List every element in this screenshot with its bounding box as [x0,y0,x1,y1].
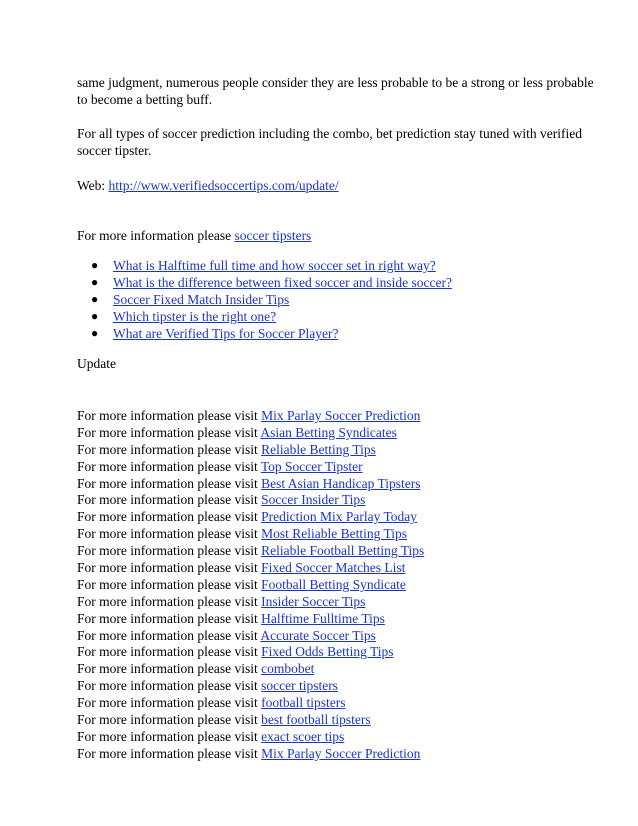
bullet-icon: ● [91,292,99,306]
visit-link[interactable]: Reliable Betting Tips [261,441,376,457]
visit-prefix: For more information please visit [77,728,262,744]
visit-row [77,424,597,441]
bullet-icon: ● [91,275,99,289]
visit-link[interactable]: Insider Soccer Tips [261,593,366,609]
visit-row [77,441,597,458]
visit-row [77,694,597,711]
list-item [77,325,597,342]
visit-prefix: For more information please visit [77,695,262,711]
bullet-icon: ● [91,326,99,340]
web-link[interactable]: http://www.verifiedsoccertips.com/update/ [108,178,339,193]
intro-paragraph-1: same judgment, numerous people consider they are less probable to be a strong or less probable to become a betting buff. [77,75,594,107]
tip-link[interactable]: Which tipster is the right one? [113,309,277,324]
visit-row [77,525,597,542]
visit-link[interactable]: Best Asian Handicap Tipsters [261,475,421,491]
tips-list [77,257,597,342]
visit-link[interactable]: best football tipsters [261,712,371,728]
more-info-prefix: For more information please [77,228,235,243]
soccer-tipsters-link[interactable]: soccer tipsters [234,228,312,243]
tip-link[interactable]: Soccer Fixed Match Insider Tips [113,292,290,307]
visit-link[interactable]: Mix Parlay Soccer Prediction [261,408,421,423]
visit-row [77,711,597,728]
visit-prefix: For more information please visit [77,509,262,525]
visit-row [77,458,597,475]
visit-link[interactable]: exact scoer tips [261,728,345,744]
visit-row [77,559,597,576]
visit-link[interactable]: Accurate Soccer Tips [260,627,376,643]
visit-row [77,627,597,644]
visit-prefix: For more information please visit [77,593,262,609]
list-item [77,308,597,325]
visit-link[interactable]: soccer tipsters [261,678,338,694]
visit-link[interactable]: Asian Betting Syndicates [260,424,397,440]
visit-prefix: For more information please visit [77,543,262,559]
visit-prefix: For more information please visit [77,475,262,491]
visit-prefix: For more information please visit [77,610,262,626]
visit-link[interactable]: Fixed Odds Betting Tips [261,644,394,660]
visit-row [77,576,597,593]
visit-link[interactable]: Prediction Mix Parlay Today [261,509,418,525]
visit-link[interactable]: Football Betting Syndicate [261,576,406,592]
visit-link[interactable]: combobet [261,661,315,677]
visit-prefix: For more information please visit [77,560,262,576]
visit-row [77,475,597,492]
intro-paragraph-2: For all types of soccer prediction including the combo, bet prediction stay tuned with verified soccer tipster. [77,126,582,158]
visit-list [77,407,597,762]
visit-row [77,745,597,762]
visit-link[interactable]: Most Reliable Betting Tips [261,526,407,542]
visit-row [77,728,597,745]
visit-link[interactable]: Top Soccer Tipster [260,458,363,474]
visit-row [77,610,597,627]
visit-link[interactable]: Mix Parlay Soccer Prediction [261,745,421,761]
web-label: Web: [77,178,109,193]
visit-row [77,508,597,525]
list-item [77,274,597,291]
visit-row [77,660,597,677]
more-info-line [77,227,597,244]
tip-link[interactable]: What is Halftime full time and how soccer set in right way? [113,258,436,273]
visit-prefix: For more information please visit [77,678,262,694]
web-line [77,177,597,194]
visit-link[interactable]: football tipsters [261,695,346,711]
list-item [77,291,597,308]
visit-row [77,677,597,694]
visit-prefix: For more information please visit [77,458,261,474]
visit-prefix: For more information please visit [77,627,261,643]
bullet-icon: ● [91,258,99,272]
visit-row [77,407,597,424]
visit-row [77,491,597,508]
visit-prefix: For more information please visit [77,492,262,508]
visit-row [77,593,597,610]
visit-prefix: For more information please visit [77,661,262,677]
visit-row [77,643,597,660]
visit-link[interactable]: Halftime Fulltime Tips [261,610,385,626]
document-page [77,74,597,762]
visit-prefix: For more information please visit [77,408,262,423]
visit-prefix: For more information please visit [77,745,262,761]
visit-prefix: For more information please visit [77,644,262,660]
tip-link[interactable]: What are Verified Tips for Soccer Player? [113,326,339,341]
visit-prefix: For more information please visit [77,441,262,457]
list-item [77,257,597,274]
bullet-icon: ● [91,309,99,323]
visit-prefix: For more information please visit [77,526,262,542]
visit-prefix: For more information please visit [77,576,262,592]
visit-link[interactable]: Soccer Insider Tips [261,492,366,508]
visit-link[interactable]: Reliable Football Betting Tips [261,543,425,559]
tip-link[interactable]: What is the difference between fixed soccer and inside soccer? [113,275,452,290]
update-heading: Update [77,356,116,371]
visit-row [77,542,597,559]
visit-prefix: For more information please visit [77,712,262,728]
visit-prefix: For more information please visit [77,424,261,440]
visit-link[interactable]: Fixed Soccer Matches List [261,560,406,576]
